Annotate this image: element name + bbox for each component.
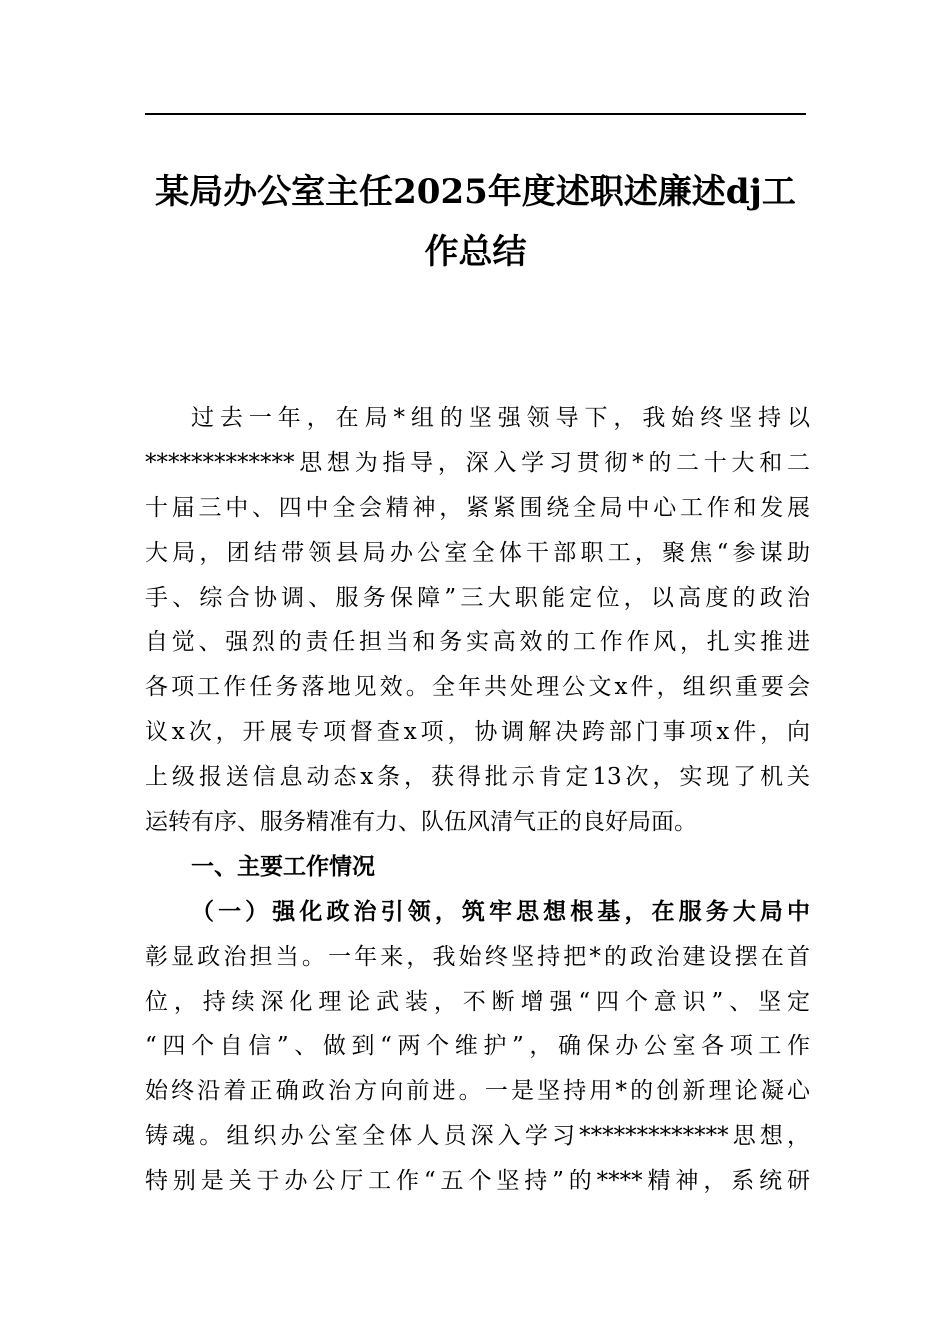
paragraph-line: 十届三中、四中全会精神，紧紧围绕全局中心工作和发展 (145, 494, 810, 521)
paragraph-line: 自觉、强烈的责任担当和务实高效的工作作风，扎实推进 (145, 629, 810, 656)
subsection-line: 特别是关于办公厅工作“五个坚持”的****精神，系统研 (145, 1168, 810, 1195)
subsection-line: “四个自信”、做到“两个维护”，确保办公室各项工作 (145, 1033, 810, 1060)
header-rule (145, 113, 806, 115)
section-heading: 一、主要工作情况 (191, 853, 375, 880)
paragraph-line: *************思想为指导，深入学习贯彻*的二十大和二 (145, 449, 810, 476)
subsection-line: 位，持续深化理论武装，不断增强“四个意识”、坚定 (145, 988, 810, 1015)
subsection-line: 彰显政治担当。一年来，我始终坚持把*的政治建设摆在首 (145, 943, 810, 970)
document-body (145, 396, 810, 1204)
document-title (145, 162, 806, 282)
paragraph-line: 大局，团结带领县局办公室全体干部职工，聚焦“参谋助 (145, 539, 810, 566)
paragraph-line: 过去一年，在局*组的坚强领导下，我始终坚持以 (191, 405, 810, 431)
subsection-line: （一）强化政治引领，筑牢思想根基，在服务大局中 (191, 897, 810, 925)
paragraph-line: 各项工作任务落地见效。全年共处理公文x件，组织重要会 (145, 674, 810, 701)
paragraph-line: 上级报送信息动态x条，获得批示肯定13次，实现了机关 (145, 764, 810, 791)
paragraph-line: 手、综合协调、服务保障”三大职能定位，以高度的政治 (145, 584, 810, 611)
subsection-line: 铸魂。组织办公室全体人员深入学习*************思想， (145, 1123, 810, 1150)
title-line: 某局办公室主任2025年度述职述廉述dj工 (155, 172, 796, 212)
paragraph-line: 运转有序、服务精准有力、队伍风清气正的良好局面。 (145, 809, 697, 836)
subsection-line: 始终沿着正确政治方向前进。一是坚持用*的创新理论凝心 (145, 1078, 810, 1105)
title-line: 作总结 (424, 232, 527, 272)
paragraph-line: 议x次，开展专项督查x项，协调解决跨部门事项x件，向 (145, 719, 810, 746)
